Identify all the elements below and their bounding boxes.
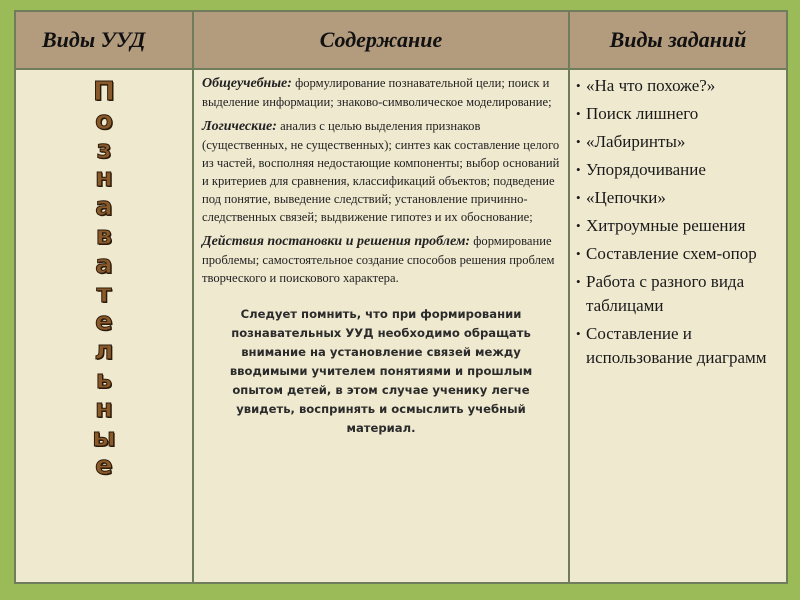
uud-type-vertical-label (16, 70, 192, 481)
bullet-icon: • (576, 134, 581, 149)
bullet-icon: • (576, 162, 581, 177)
content-block-label: Действия постановки и решения проблем: (202, 234, 471, 249)
uud-letter: т (96, 278, 112, 309)
task-item (576, 102, 780, 126)
bullet-icon: • (576, 326, 581, 341)
uud-letter: а (95, 192, 113, 223)
bullet-icon: • (576, 190, 581, 205)
task-item-label: Составление схем-опор (586, 244, 757, 263)
task-item (576, 130, 780, 154)
content-block-text: формирование проблемы; самостоятельное создание способов решения проблем творческого и поискового характера. (202, 234, 555, 285)
bullet-icon: • (576, 246, 581, 261)
task-item-label: Поиск лишнего (586, 104, 699, 123)
content-cell (193, 69, 569, 583)
content-block-logical (202, 117, 562, 226)
task-item-label: Упорядочивание (586, 160, 706, 179)
content-text (194, 70, 568, 287)
task-item (576, 270, 780, 318)
task-item (576, 186, 780, 210)
uud-letter: в (95, 220, 113, 251)
bullet-icon: • (576, 106, 581, 121)
task-item (576, 214, 780, 238)
content-note: Следует помнить, что при формировании познавательных УУД необходимо обращать внимание на установление связей между вводимыми учителем понятиями и прошлым опытом детей, в этом случае ученику легче увидеть, воспринять и осмыслить учебный материал. (229, 307, 533, 435)
content-block-label: Логические: (202, 119, 277, 134)
uud-letter: ы (92, 422, 116, 453)
bullet-icon: • (576, 78, 581, 93)
uud-table (14, 10, 788, 584)
uud-letter: н (95, 393, 113, 424)
task-item (576, 242, 780, 266)
task-item-label: Работа с разного вида таблицами (586, 272, 745, 315)
task-item-label: «На что похоже?» (586, 76, 716, 95)
header-uud-types: Виды УУД (15, 11, 193, 69)
content-block-problems (202, 232, 562, 287)
uud-letter: н (95, 163, 113, 194)
content-block-text: анализ с целью выделения признаков (существенных, не существенных); синтез как составление целого из частей, восполняя недостающие компоненты; выбор оснований и критериев для сравнения, классификаций объектов; подведение под понятие, выведение следствий; установление причинно-следственных связей; выдвижение гипотез и их обоснование; (202, 119, 560, 224)
content-block-label: Общеучебные: (202, 76, 292, 91)
content-block-text: формулирование познавательной цели; поиск и выделение информации; знаково-символическое моделирование; (202, 76, 552, 109)
task-item-label: «Цепочки» (586, 188, 666, 207)
task-item (576, 158, 780, 182)
task-item (576, 74, 780, 98)
header-content: Содержание (193, 11, 569, 69)
uud-letter: П (93, 77, 115, 107)
header-row (15, 11, 787, 69)
tasks-cell (569, 69, 787, 583)
uud-letter: з (96, 134, 112, 165)
content-block-general (202, 74, 562, 111)
body-row (15, 69, 787, 583)
task-list (570, 70, 786, 370)
uud-letter: а (95, 249, 113, 280)
uud-letter: л (94, 336, 114, 367)
uud-type-cell (15, 69, 193, 583)
uud-letter: ь (95, 364, 113, 395)
task-item-label: Составление и использование диаграмм (586, 324, 767, 367)
task-item-label: «Лабиринты» (586, 132, 686, 151)
header-task-types: Виды заданий (569, 11, 787, 69)
task-item-label: Хитроумные решения (586, 216, 746, 235)
uud-letter: о (95, 105, 113, 136)
bullet-icon: • (576, 274, 581, 289)
task-item (576, 322, 780, 370)
uud-letter: е (95, 451, 113, 482)
uud-letter: е (95, 307, 113, 338)
bullet-icon: • (576, 218, 581, 233)
